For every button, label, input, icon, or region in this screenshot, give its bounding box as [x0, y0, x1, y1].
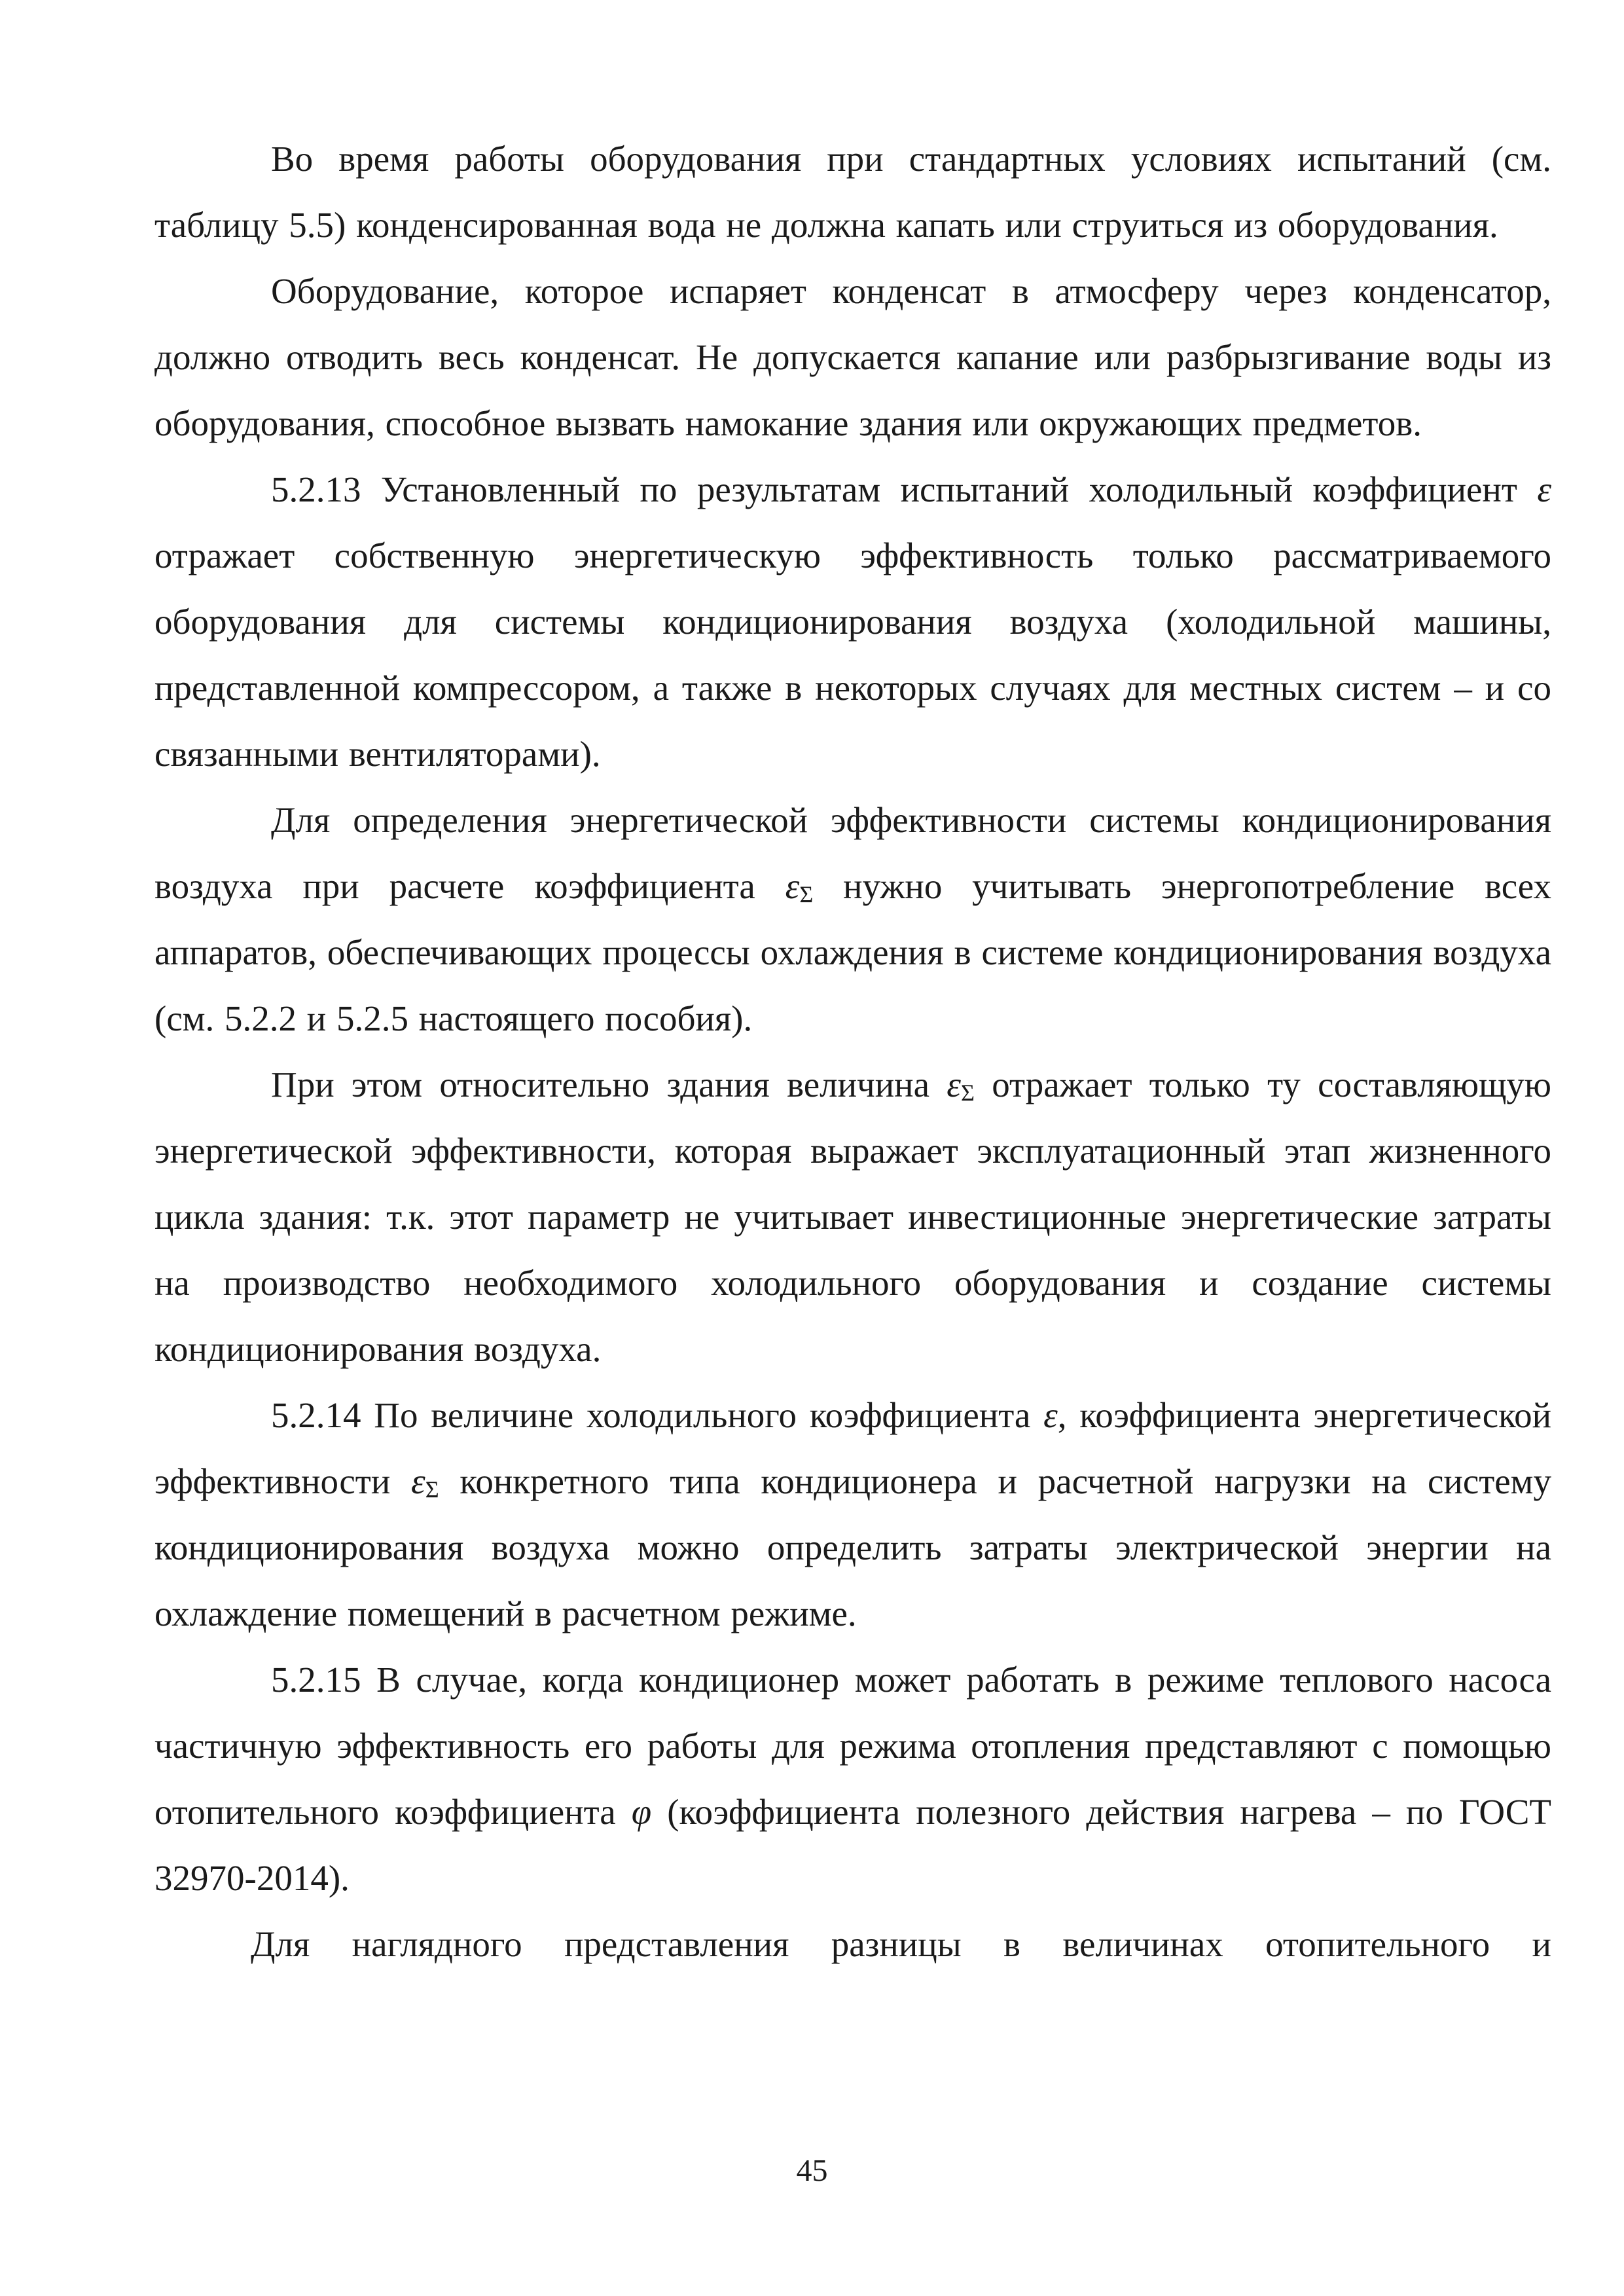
text-segment: 5.2.13 Установленный по результатам испытаний холодильный коэффициент	[271, 469, 1538, 509]
text-segment: 5.2.15 В случае, когда кондиционер может работать в режиме теплового насоса частичную эффективность его работы для режима отопления представляют с помощью отопительного коэффициента	[154, 1660, 1551, 1832]
paragraph-5-2-13	[154, 456, 1551, 787]
paragraph-5-2-15	[154, 1647, 1551, 1911]
text-segment: отражает собственную энергетическую эффективность только рассматриваемого оборудования для системы кондиционирования воздуха (холодильной машины, представленной компрессором, а также в некоторых случаях для местных систем – и со связанными вентиляторами).	[154, 536, 1551, 774]
math-subscript: Σ	[425, 1476, 439, 1503]
math-epsilon-sigma	[411, 1461, 439, 1501]
text-segment: , коэффициента энергетической эффективности	[154, 1395, 1552, 1501]
math-subscript: Σ	[960, 1080, 975, 1106]
text-segment: Во время работы оборудования при стандартных условиях испытаний (см. таблицу 5.5) конденсированная вода не должна капать или струиться из оборудования.	[154, 139, 1551, 245]
text-segment: конкретного типа кондиционера и расчетной нагрузки на систему кондиционирования воздуха можно определить затраты электрической энергии на охлаждение помещений в расчетном режиме.	[154, 1461, 1551, 1633]
math-symbol: φ	[631, 1792, 652, 1832]
math-epsilon-sigma	[947, 1065, 975, 1104]
paragraph-heating-comparison	[154, 1911, 1551, 1977]
math-epsilon-sigma	[785, 866, 814, 906]
page-number: 45	[796, 2153, 828, 2188]
paragraph-condensate-evaporation	[154, 258, 1551, 456]
paragraph-5-2-14	[154, 1382, 1551, 1647]
math-phi	[632, 1792, 651, 1832]
text-segment: При этом относительно здания величина	[271, 1065, 947, 1104]
math-subscript: Σ	[799, 881, 814, 907]
body-text	[154, 126, 1551, 1977]
text-segment: нужно учитывать энергопотребление всех аппаратов, обеспечивающих процессы охлаждения в системе кондиционирования воздуха (см. 5.2.2 и 5.2.5 настоящего пособия).	[154, 866, 1551, 1038]
text-segment: Для наглядного представления разницы в величинах отопительного и	[251, 1924, 1551, 1964]
math-symbol: ε	[1537, 469, 1551, 509]
paragraph-condensate-drip	[154, 126, 1551, 258]
paragraph-building-lifecycle	[154, 1051, 1551, 1382]
math-symbol: ε	[947, 1065, 961, 1104]
math-epsilon	[1043, 1395, 1058, 1435]
text-segment: 5.2.14 По величине холодильного коэффициента	[271, 1395, 1044, 1435]
text-segment: Для определения энергетической эффективности системы кондиционирования воздуха при расчете коэффициента	[154, 800, 1551, 906]
math-epsilon	[1537, 469, 1551, 509]
paragraph-energy-efficiency-system	[154, 787, 1551, 1051]
math-symbol: ε	[785, 866, 800, 906]
text-segment: отражает только ту составляющую энергетической эффективности, которая выражает эксплуатационный этап жизненного цикла здания: т.к. этот параметр не учитывает инвестиционные энергетические затраты на производство необходимого холодильного оборудования и создание системы кондиционирования воздуха.	[154, 1065, 1552, 1369]
math-symbol: ε	[411, 1461, 425, 1501]
math-symbol: ε	[1043, 1395, 1058, 1435]
text-segment: (коэффициента полезного действия нагрева – по ГОСТ 32970-2014).	[154, 1792, 1551, 1898]
text-segment: Оборудование, которое испаряет конденсат в атмосферу через конденсатор, должно отводить весь конденсат. Не допускается капание или разбрызгивание воды из оборудования, способное вызвать намокание здания или окружающих предметов.	[154, 271, 1551, 443]
